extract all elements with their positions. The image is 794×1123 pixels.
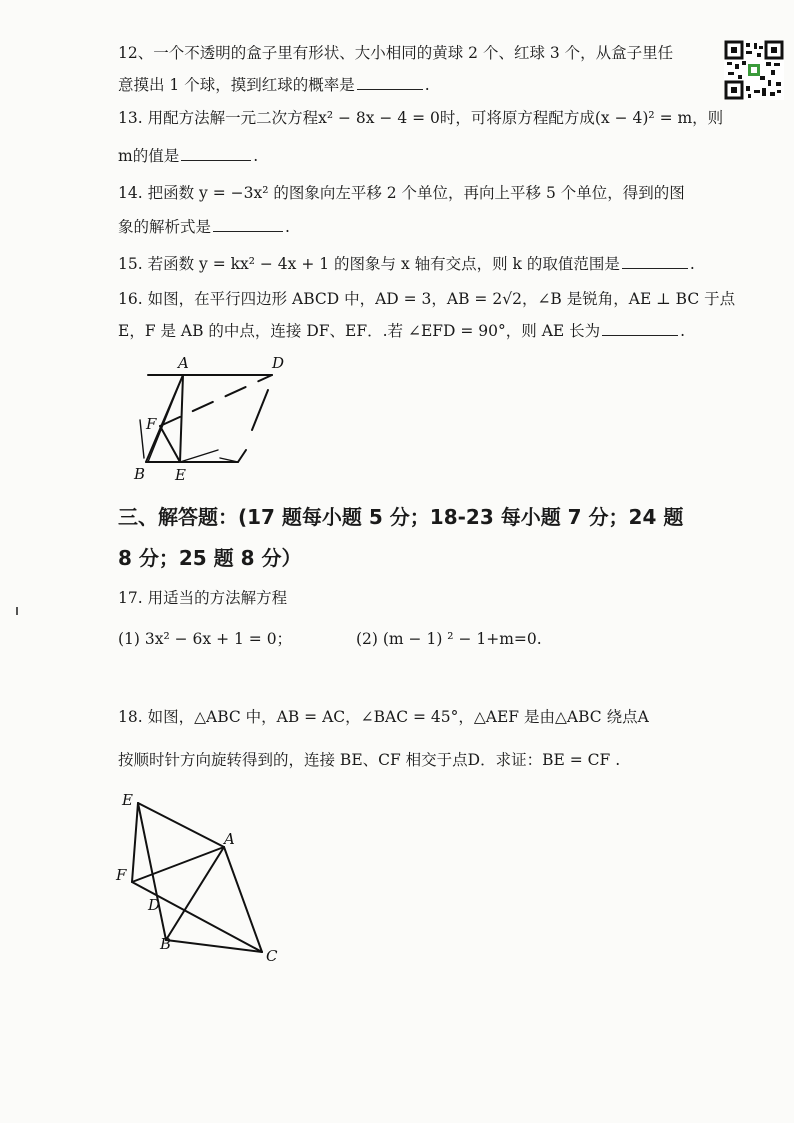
question-13-line-2: m的值是 . bbox=[118, 147, 259, 165]
label-e: E bbox=[122, 791, 133, 809]
label-f: F bbox=[116, 866, 127, 884]
label-d: D bbox=[148, 896, 161, 914]
label-f: F bbox=[146, 415, 157, 433]
question-17-title: 17. 用适当的方法解方程 bbox=[118, 589, 288, 607]
question-18-line-1: 18. 如图，△ABC 中，AB = AC，∠BAC = 45°，△AEF 是由△ABC 绕点A bbox=[118, 708, 649, 726]
label-e: E bbox=[175, 466, 186, 484]
answer-blank[interactable] bbox=[181, 146, 251, 161]
answer-blank[interactable] bbox=[357, 75, 423, 90]
question-13-line-1: 13. 用配方法解一元二次方程x² − 8x − 4 = 0时，可将原方程配方成(x − 4)² = m，则 bbox=[118, 109, 724, 127]
question-14-line-1: 14. 把函数 y = −3x² 的图象向左平移 2 个单位，再向上平移 5 个单位，得到的图 bbox=[118, 184, 685, 202]
answer-blank[interactable] bbox=[622, 254, 688, 269]
label-b: B bbox=[134, 465, 146, 483]
label-b: B bbox=[160, 935, 172, 953]
question-18-line-2: 按顺时针方向旋转得到的，连接 BE、CF 相交于点D．求证：BE = CF . bbox=[118, 751, 621, 769]
label-a: A bbox=[224, 830, 235, 848]
question-12-line-1: 12、一个不透明的盒子里有形状、大小相同的黄球 2 个、红球 3 个，从盒子里任 bbox=[118, 44, 674, 62]
segment-ef bbox=[132, 803, 138, 882]
answer-blank[interactable] bbox=[602, 321, 678, 336]
margin-mark bbox=[16, 607, 18, 615]
question-14-line-2: 象的解析式是 . bbox=[118, 218, 290, 236]
question-15-line-1: 15. 若函数 y = kx² − 4x + 1 的图象与 x 轴有交点，则 k 的取值范围是 . bbox=[118, 255, 695, 273]
label-c: C bbox=[266, 947, 278, 965]
question-16-line-2: E，F 是 AB 的中点，连接 DF、EF．.若 ∠EFD = 90°，则 AE 长为 . bbox=[118, 322, 686, 340]
section-3-heading-line-2: 8 分；25 题 8 分） bbox=[118, 546, 302, 570]
segment-fe bbox=[160, 426, 180, 462]
sketch-stroke bbox=[180, 450, 218, 462]
segment-bc bbox=[166, 940, 262, 952]
figure-18-rotation bbox=[110, 785, 300, 975]
segment-fd bbox=[160, 375, 272, 426]
qr-code-icon bbox=[724, 40, 784, 100]
segment-af bbox=[132, 847, 224, 882]
segment-ae bbox=[138, 803, 224, 847]
section-3-heading-line-1: 三、解答题：(17 题每小题 5 分；18-23 每小题 7 分；24 题 bbox=[118, 505, 684, 529]
segment-ac bbox=[224, 847, 262, 952]
answer-blank[interactable] bbox=[213, 217, 283, 232]
question-17-part-2: (2) (m − 1) ² − 1+m=0. bbox=[356, 630, 542, 648]
label-d: D bbox=[272, 354, 285, 372]
figure-16-parallelogram bbox=[120, 350, 300, 490]
sketch-stroke bbox=[140, 420, 144, 458]
question-16-line-1: 16. 如图，在平行四边形 ABCD 中，AD = 3，AB = 2√2，∠B 是锐角，AE ⊥ BC 于点 bbox=[118, 290, 736, 308]
segment-ae bbox=[180, 375, 183, 462]
side-dc bbox=[252, 390, 268, 430]
side-dc-end bbox=[238, 450, 246, 462]
question-17-part-1: (1) 3x² − 6x + 1 = 0； bbox=[118, 630, 293, 648]
question-12-line-2: 意摸出 1 个球，摸到红球的概率是 . bbox=[118, 76, 430, 94]
segment-cf bbox=[132, 882, 262, 952]
label-a: A bbox=[178, 354, 189, 372]
